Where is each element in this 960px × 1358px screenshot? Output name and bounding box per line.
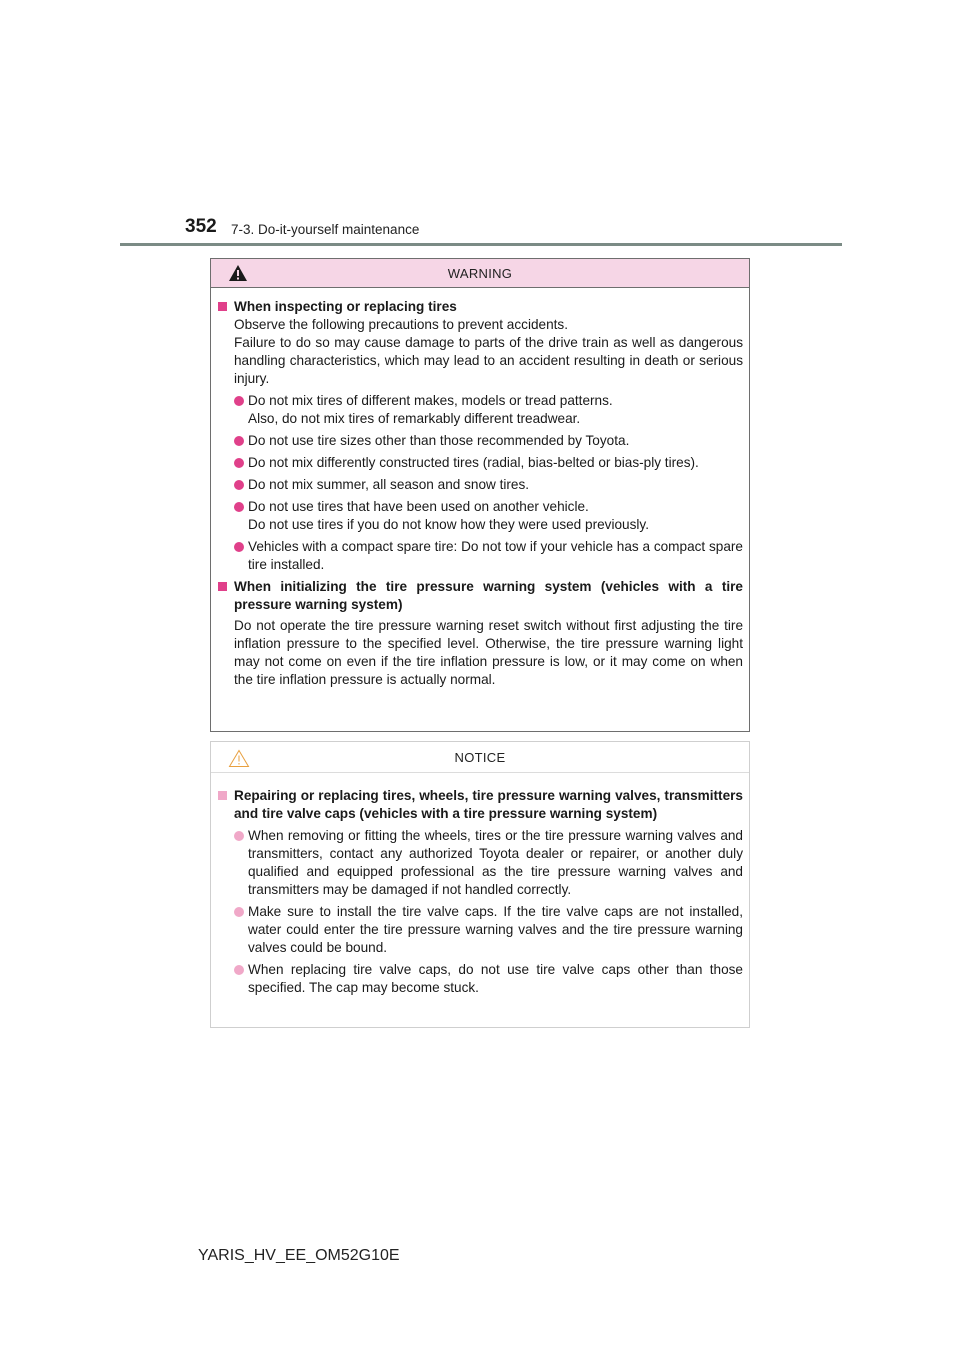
- list-item-text: Make sure to install the tire valve caps. If the tire valve caps are not installed, water could enter the tire pressure warning valves and the tire pressure warning valves could be bound.: [248, 904, 743, 955]
- list-item: [234, 476, 743, 494]
- list-item-text: When removing or fitting the wheels, tires or the tire pressure warning valves and transmitters, contact any authorized Toyota dealer or repairer, or another duly qualified and equipped professional as the tire pressure warning valves and transmitters may be damaged if not handled correctly.: [248, 828, 743, 897]
- section-heading: [218, 578, 743, 614]
- section-heading: [218, 787, 743, 823]
- warning-body: [211, 288, 749, 689]
- list-item-text: When replacing tire valve caps, do not use tire valve caps other than those specified. The cap may become stuck.: [248, 962, 743, 995]
- circle-bullet-icon: [234, 538, 248, 574]
- section-heading: [218, 298, 743, 316]
- list-item: [234, 498, 743, 534]
- warning-label: WARNING: [447, 265, 513, 281]
- notice-triangle-icon: [228, 749, 250, 768]
- list-item-text: Do not use tire sizes other than those recommended by Toyota.: [248, 433, 630, 448]
- circle-bullet-icon: [234, 454, 248, 472]
- warning-box: [210, 258, 750, 732]
- list-item: [234, 392, 743, 428]
- list-item: [234, 432, 743, 450]
- circle-bullet-icon: [234, 392, 248, 428]
- notice-label: NOTICE: [454, 749, 506, 765]
- list-item-text: Do not mix summer, all season and snow tires.: [248, 477, 530, 492]
- document-code: YARIS_HV_EE_OM52G10E: [198, 1247, 400, 1264]
- list-item: [234, 903, 743, 957]
- list-item-text: Vehicles with a compact spare tire: Do not tow if your vehicle has a compact spare tire installed.: [248, 539, 743, 572]
- section-heading-text: When initializing the tire pressure warning system (vehicles with a tire pressure warning system): [234, 579, 743, 612]
- warning-triangle-icon: [228, 264, 248, 282]
- page-header: [185, 216, 845, 246]
- circle-bullet-icon: [234, 476, 248, 494]
- square-bullet-icon: [218, 787, 234, 823]
- circle-bullet-icon: [234, 961, 248, 997]
- notice-box: [210, 741, 750, 1028]
- circle-bullet-icon: [234, 827, 248, 899]
- circle-bullet-icon: [234, 498, 248, 534]
- notice-body: [211, 773, 749, 997]
- list-item: [234, 538, 743, 574]
- header-divider: [120, 243, 842, 246]
- list-item: [234, 454, 743, 472]
- list-item-text: Do not use tires that have been used on another vehicle.: [248, 499, 589, 514]
- section-heading-text: Repairing or replacing tires, wheels, tire pressure warning valves, transmitters and tire valve caps (vehicles with a tire pressure warning system): [234, 788, 743, 821]
- list-item: [234, 961, 743, 997]
- list-item-text: Do not mix tires of different makes, models or tread patterns.: [248, 393, 613, 408]
- list-item-text: Also, do not mix tires of remarkably different treadwear.: [248, 411, 581, 426]
- square-bullet-icon: [218, 298, 234, 316]
- circle-bullet-icon: [234, 903, 248, 957]
- page-number: 352: [185, 216, 217, 237]
- paragraph: Observe the following precautions to prevent accidents.: [234, 317, 568, 332]
- section-heading-text: When inspecting or replacing tires: [234, 299, 457, 314]
- paragraph: Failure to do so may cause damage to parts of the drive train as well as dangerous handling characteristics, which may lead to an accident resulting in death or serious injury.: [234, 335, 743, 386]
- notice-header: [211, 742, 749, 773]
- warning-header: [211, 259, 749, 288]
- list-item-text: Do not mix differently constructed tires (radial, bias-belted or bias-ply tires).: [248, 455, 699, 470]
- paragraph: Do not operate the tire pressure warning reset switch without first adjusting the tire inflation pressure to the specified level. Otherwise, the tire pressure warning light may not come on even if the tire inflation pressure is low, or it may come on when the tire inflation pressure is actually normal.: [234, 618, 743, 687]
- list-item-text: Do not use tires if you do not know how they were used previously.: [248, 517, 649, 532]
- section-title: 7-3. Do-it-yourself maintenance: [231, 222, 420, 237]
- circle-bullet-icon: [234, 432, 248, 450]
- square-bullet-icon: [218, 578, 234, 614]
- list-item: [234, 827, 743, 899]
